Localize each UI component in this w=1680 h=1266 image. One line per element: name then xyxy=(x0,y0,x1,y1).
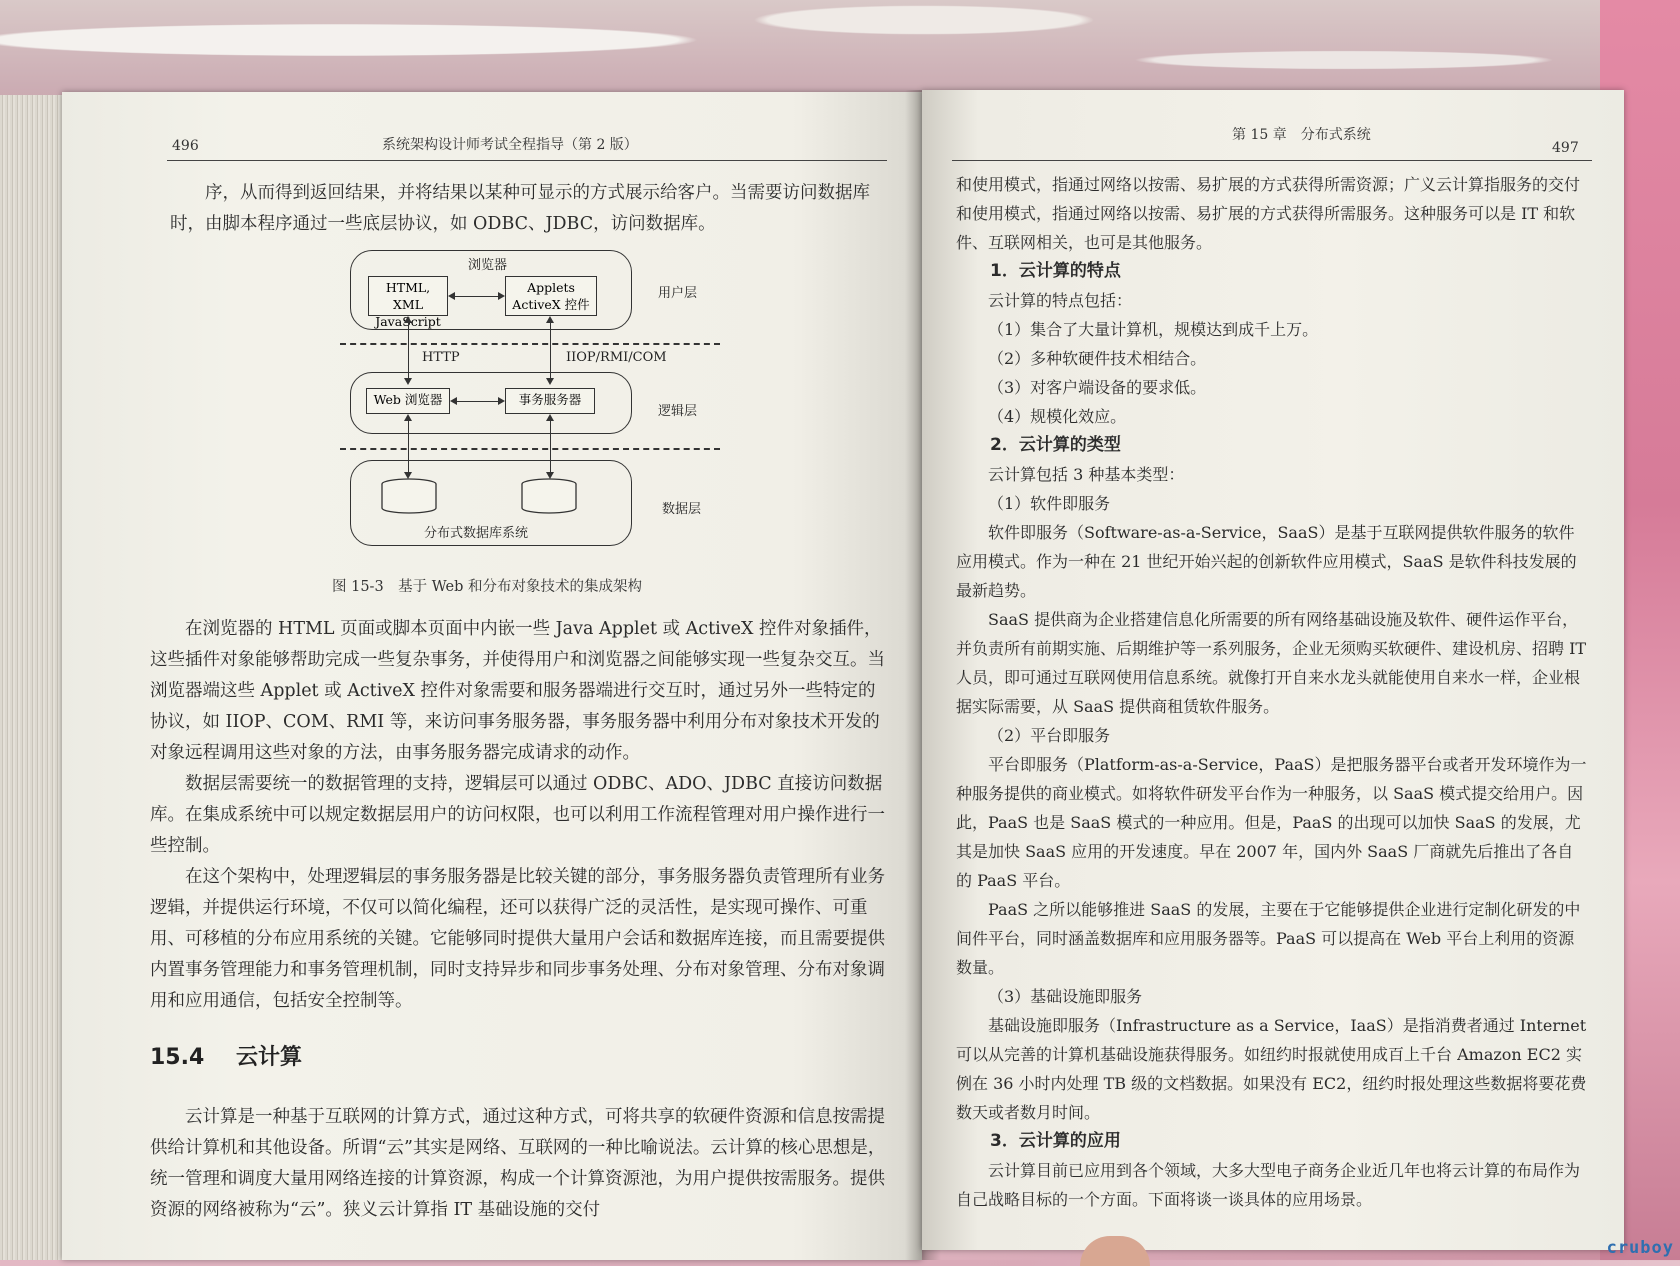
paragraph-2: 数据层需要统一的数据管理的支持，逻辑层可以通过 ODBC、ADO、JDBC 直接访问数据库。在集成系统中可以规定数据层用户的访问权限，也可以利用工作流程管理对用户操作进行一些控制。 xyxy=(150,774,885,856)
list-item: （4）规模化效应。 xyxy=(988,407,1127,426)
arrow xyxy=(546,316,554,323)
arrow xyxy=(450,397,457,405)
iaas-paragraph: 基础设施即服务（Infrastructure as a Service，IaaS）是指消费者通过 Internet 可以从完善的计算机基础设施获得服务。如纽约时报就使用成百上千台 Amazon EC2 实例在 36 小时内处理 TB 级的文档数据。如果没有 EC2，纽约时报处理这些数据将要花费数天或者数月时间。 xyxy=(956,1016,1587,1122)
section-title: 云计算 xyxy=(235,1045,302,1070)
page-number: 497 xyxy=(1552,140,1579,156)
layer-separator xyxy=(340,448,720,450)
figure-caption: 图 15-3 基于 Web 和分布对象技术的集成架构 xyxy=(332,579,642,595)
subheading-saas: （1）软件即服务 xyxy=(988,494,1111,513)
arrow xyxy=(404,316,412,323)
paragraph-1: 在浏览器的 HTML 页面或脚本页面中内嵌一些 Java Applet 或 ActiveX 控件对象插件，这些插件对象能够帮助完成一些复杂事务，并使得用户和浏览器之间能够实现一些复杂交互。当浏览器端这些 Applet 或 ActiveX 控件对象需要和服务器端进行交互时，通过另外一些特定的协议，如 IIOP、COM、RMI 等，来访问事务服务器，事务服务器中利用分布对象技术开发的对象远程调用这些对象的方法，由事务服务器完成请求的动作。 xyxy=(150,619,885,763)
browser-label: 浏览器 xyxy=(468,258,508,273)
heading-applications: 3．云计算的应用 xyxy=(990,1131,1121,1151)
subheading-iaas: （3）基础设施即服务 xyxy=(988,987,1143,1006)
arrow xyxy=(448,292,455,300)
applications-paragraph: 云计算目前已应用到各个领域，大多大型电子商务企业近几年也将云计算的布局作为自己战略目标的一个方面。下面将谈一谈具体的应用场景。 xyxy=(956,1161,1581,1209)
body-paragraphs xyxy=(150,614,890,1017)
arrow xyxy=(404,414,412,421)
list-item: （3）对客户端设备的要求低。 xyxy=(988,378,1207,397)
user-layer-label: 用户层 xyxy=(658,286,698,301)
running-title: 系统架构设计师考试全程指导（第 2 版） xyxy=(382,137,638,153)
intro-paragraph: 序，从而得到返回结果，并将结果以某种可显示的方式展示给客户。当需要访问数据库时，由脚本程序通过一些底层协议，如 ODBC、JDBC，访问数据库。 xyxy=(170,183,870,234)
section-number: 15.4 xyxy=(150,1045,205,1070)
watermark: cruboy xyxy=(1606,1238,1674,1258)
data-layer-label: 数据层 xyxy=(662,502,702,517)
continued-paragraph: 和使用模式，指通过网络以按需、易扩展的方式获得所需资源；广义云计算指服务的交付和使用模式，指通过网络以按需、易扩展的方式获得所需服务。这种服务可以是 IT 和软件、互联网相关，也可是其他服务。 xyxy=(956,175,1581,252)
header-rule xyxy=(167,160,887,161)
text: 云计算包括 3 种基本类型： xyxy=(988,465,1185,484)
background-fabric xyxy=(0,0,1680,100)
iiop-label: IIOP/RMI/COM xyxy=(566,350,667,365)
section-heading xyxy=(150,1040,302,1071)
arrow xyxy=(546,414,554,421)
http-label: HTTP xyxy=(422,350,460,365)
logic-layer-label: 逻辑层 xyxy=(658,404,698,419)
arrow xyxy=(498,397,505,405)
header-rule xyxy=(952,160,1592,161)
heading-types: 2．云计算的类型 xyxy=(990,435,1121,455)
html-xml-box: HTML, XML JavaScript xyxy=(368,276,448,316)
database-icon xyxy=(380,478,438,516)
list-item: （2）多种软硬件技术相结合。 xyxy=(988,349,1207,368)
text: 云计算的特点包括： xyxy=(988,291,1133,310)
transaction-server-box: 事务服务器 xyxy=(505,388,595,414)
page-number: 496 xyxy=(172,138,199,154)
layer-separator xyxy=(340,343,720,345)
right-page-body xyxy=(956,170,1588,1214)
right-page xyxy=(922,90,1624,1250)
running-title: 第 15 章 分布式系统 xyxy=(1232,127,1371,143)
page-edges xyxy=(0,95,70,1260)
arrow xyxy=(498,292,505,300)
list-item: （1）集合了大量计算机，规模达到成千上万。 xyxy=(988,320,1319,339)
cloud-intro-paragraph: 云计算是一种基于互联网的计算方式，通过这种方式，可将共享的软硬件资源和信息按需提供给计算机和其他设备。所谓“云”其实是网络、互联网的一种比喻说法。云计算的核心思想是，统一管理和调度大量用网络连接的计算资源，构成一个计算资源池，为用户提供按需服务。提供资源的网络被称为“云”。狭义云计算指 IT 基础设施的交付 xyxy=(150,1107,886,1220)
database-icon xyxy=(520,478,578,516)
paragraph-3: 在这个架构中，处理逻辑层的事务服务器是比较关键的部分，事务服务器负责管理所有业务逻辑，并提供运行环境，不仅可以简化编程，还可以获得广泛的灵活性，是实现可操作、可重用、可移植的分布应用系统的关键。它能够同时提供大量用户会话和数据库连接，而且需要提供内置事务管理能力和事务管理机制，同时支持异步和同步事务处理、分布对象管理、分布对象调用和应用通信，包括安全控制等。 xyxy=(150,867,885,1011)
heading-characteristics: 1．云计算的特点 xyxy=(990,261,1121,281)
paas-paragraph: 平台即服务（Platform-as-a-Service，PaaS）是把服务器平台或者开发环境作为一种服务提供的商业模式。如将软件研发平台作为一种服务，以 SaaS 模式提交给用户。因此，PaaS 也是 SaaS 模式的一种应用。但是，PaaS 的出现可以加快 SaaS 的发展，尤其是加快 SaaS 应用的开发速度。早在 2007 年，国内外 SaaS 厂商就先后推出了各自的 PaaS 平台。 xyxy=(956,755,1587,890)
web-browser-box: Web 浏览器 xyxy=(366,388,450,414)
architecture-diagram xyxy=(340,250,750,560)
subheading-paas: （2）平台即服务 xyxy=(988,726,1111,745)
connector xyxy=(450,296,502,297)
saas-paragraph: SaaS 提供商为企业搭建信息化所需要的所有网络基础设施及软件、硬件运作平台，并负责所有前期实施、后期维护等一系列服务，企业无须购买软硬件、建设机房、招聘 IT 人员，即可通过互联网使用信息系统。就像打开自来水龙头就能使用自来水一样，企业根据实际需要，从 SaaS 提供商租赁软件服务。 xyxy=(956,610,1587,716)
distributed-db-label: 分布式数据库系统 xyxy=(424,526,529,541)
paas-paragraph: PaaS 之所以能够推进 SaaS 的发展，主要在于它能够提供企业进行定制化研发的中间件平台，同时涵盖数据库和应用服务器等。PaaS 可以提高在 Web 平台上利用的资源数量。 xyxy=(956,900,1581,977)
connector xyxy=(452,401,502,402)
saas-paragraph: 软件即服务（Software-as-a-Service，SaaS）是基于互联网提供软件服务的软件应用模式。作为一种在 21 世纪开始兴起的创新软件应用模式，SaaS 是软件科技发展的最新趋势。 xyxy=(956,523,1577,600)
applets-box: Applets ActiveX 控件 xyxy=(505,276,597,316)
